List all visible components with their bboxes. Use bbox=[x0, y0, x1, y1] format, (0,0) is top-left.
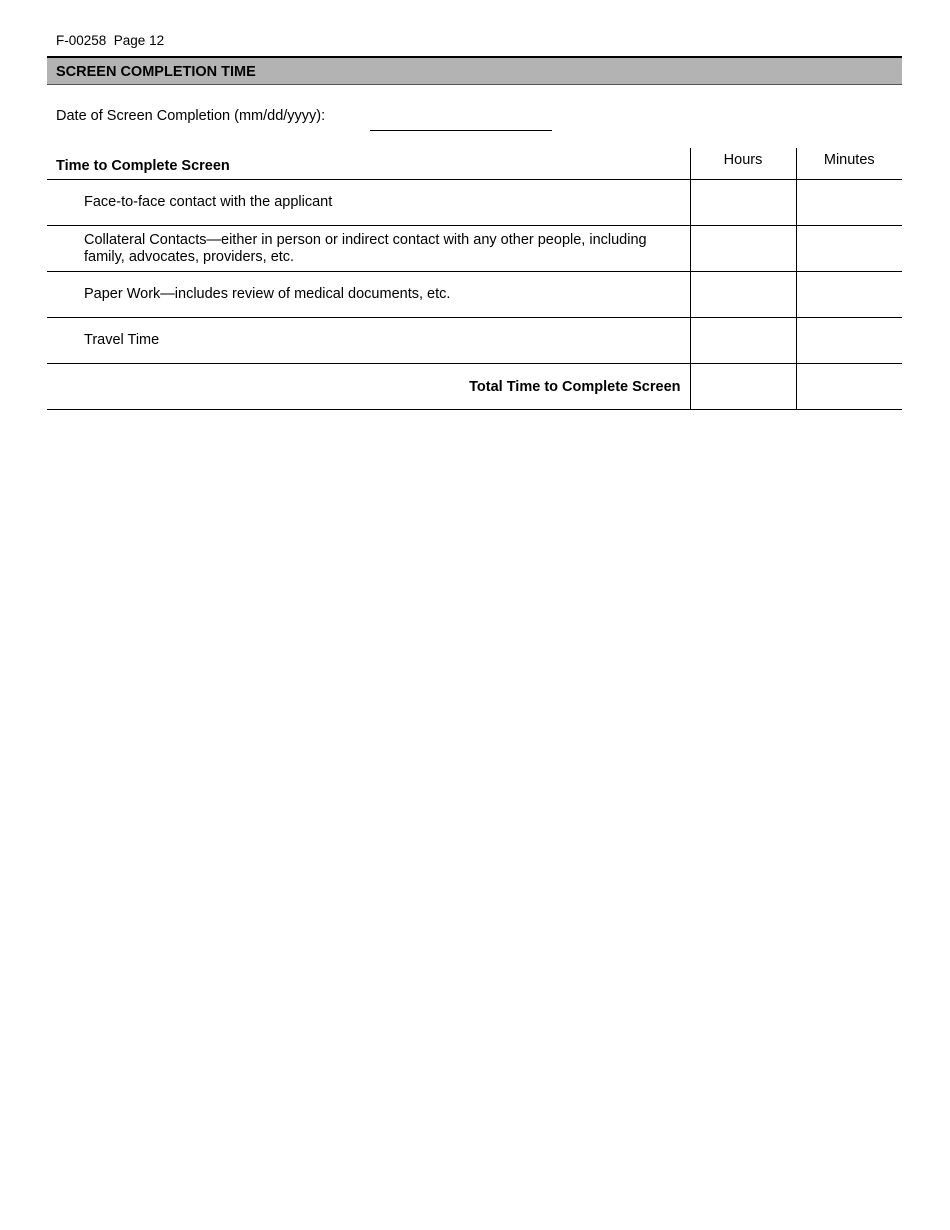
table-row bbox=[47, 272, 902, 318]
time-column-header: Time to Complete Screen bbox=[47, 148, 690, 180]
total-row bbox=[47, 364, 902, 410]
travel-time-minutes-input[interactable] bbox=[797, 319, 903, 363]
hours-cell bbox=[690, 272, 796, 318]
row-label-collateral-contacts: Collateral Contacts—either in person or indirect contact with any other people, including family, advocates, providers, etc. bbox=[47, 226, 690, 272]
row-label-face-to-face: Face-to-face contact with the applicant bbox=[47, 180, 690, 226]
minutes-cell bbox=[796, 318, 902, 364]
minutes-cell bbox=[796, 364, 902, 410]
hours-cell bbox=[690, 364, 796, 410]
time-to-complete-table bbox=[47, 148, 902, 410]
total-time-label: Total Time to Complete Screen bbox=[47, 364, 690, 410]
row-label-travel-time: Travel Time bbox=[47, 318, 690, 364]
table-header-row bbox=[47, 148, 902, 180]
row-label-paper-work: Paper Work—includes review of medical documents, etc. bbox=[47, 272, 690, 318]
total-hours-input[interactable] bbox=[691, 365, 796, 409]
hours-cell bbox=[690, 318, 796, 364]
hours-cell bbox=[690, 180, 796, 226]
date-completion-label: Date of Screen Completion (mm/dd/yyyy): bbox=[56, 108, 326, 124]
page-number-header: F-00258 Page 12 bbox=[56, 33, 165, 48]
section-header-bar bbox=[47, 56, 902, 85]
face-to-face-minutes-input[interactable] bbox=[797, 181, 903, 225]
date-completion-field[interactable] bbox=[370, 112, 552, 131]
minutes-cell bbox=[796, 272, 902, 318]
total-minutes-input[interactable] bbox=[797, 365, 903, 409]
section-title: SCREEN COMPLETION TIME bbox=[56, 64, 256, 80]
table-row bbox=[47, 318, 902, 364]
table-row bbox=[47, 226, 902, 272]
minutes-column-header: Minutes bbox=[796, 148, 902, 180]
travel-time-hours-input[interactable] bbox=[691, 319, 796, 363]
paper-work-hours-input[interactable] bbox=[691, 273, 796, 317]
paper-work-minutes-input[interactable] bbox=[797, 273, 903, 317]
hours-cell bbox=[690, 226, 796, 272]
table-row bbox=[47, 180, 902, 226]
collateral-contacts-minutes-input[interactable] bbox=[797, 227, 903, 271]
face-to-face-hours-input[interactable] bbox=[691, 181, 796, 225]
hours-column-header: Hours bbox=[690, 148, 796, 180]
minutes-cell bbox=[796, 180, 902, 226]
minutes-cell bbox=[796, 226, 902, 272]
collateral-contacts-hours-input[interactable] bbox=[691, 227, 796, 271]
